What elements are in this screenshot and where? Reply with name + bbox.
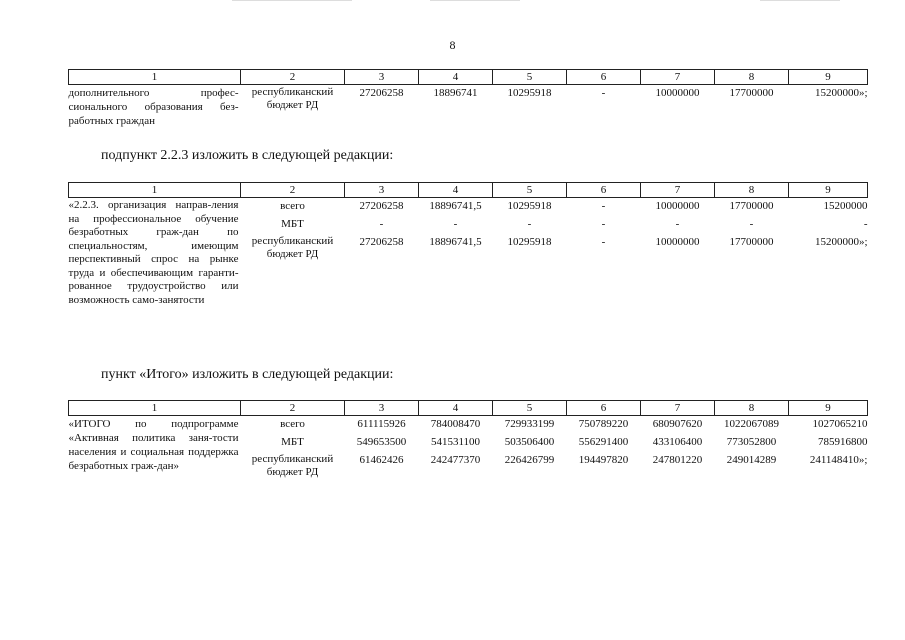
instruction-paragraph: пункт «Итого» изложить в следующей редакции: [101,367,394,382]
row-description: «2.2.3. организация направ-ления на профессиональное обучение безработных граж-дан по специальностям, имеющим перспективный спрос на рынке труда и обеспечивающим гаранти-рованное трудоустройство или возможность само-занятости [68,199,239,306]
funding-source: республиканский бюджет РД [251,235,334,260]
value: - [379,218,384,230]
value: 18896741,5 [429,200,482,212]
col-header: 9 [789,70,868,85]
value: 194497820 [578,454,629,466]
value: 750789220 [578,418,629,430]
value: 785916800 [818,436,868,448]
value: 27206258 [359,236,404,248]
col-header: 4 [419,401,493,416]
header-row [69,70,868,85]
table-vocational-education [68,69,868,128]
col-header: 2 [241,183,345,198]
value: 17700000 [729,236,774,248]
value: 17700000 [729,87,774,99]
funding-source: всего [280,418,305,430]
value-cell [493,85,567,129]
col-header: 9 [789,183,868,198]
col-header: 2 [241,70,345,85]
col-header: 4 [419,70,493,85]
value: 556291400 [578,436,629,448]
col-header: 5 [493,183,567,198]
value: 15200000»; [814,87,868,99]
value-cell [419,85,493,129]
value-cell [493,198,567,308]
col-header: 8 [715,70,789,85]
value: 10295918 [507,236,552,248]
value: - [527,218,532,230]
funding-source-cell [241,198,345,308]
col-header: 8 [715,183,789,198]
col-header: 4 [419,183,493,198]
value: - [601,87,606,99]
col-header: 1 [69,401,241,416]
col-header: 7 [641,401,715,416]
value: 433106400 [652,436,703,448]
value-cell [419,416,493,480]
value-cell [419,198,493,308]
value-cell [715,416,789,480]
value: 241148410»; [809,454,868,466]
value-cell [345,416,419,480]
value: - [863,218,868,230]
value: 15200000»; [814,236,868,248]
value-cell [715,85,789,129]
value: 10000000 [655,236,700,248]
header-row [69,183,868,198]
page-number: 8 [449,38,456,52]
value: 226426799 [504,454,555,466]
table-row [69,416,868,480]
funding-source: всего [280,200,305,212]
value: - [749,218,754,230]
col-header: 3 [345,401,419,416]
value: 503506400 [504,436,555,448]
scan-edge-line [760,0,840,1]
value-cell [567,85,641,129]
funding-source: республиканский бюджет РД [251,453,334,478]
col-header: 6 [567,401,641,416]
value: 18896741,5 [429,236,482,248]
value-cell [567,198,641,308]
value: - [601,218,606,230]
value-cell [345,85,419,129]
col-header: 6 [567,70,641,85]
instruction-paragraph: подпункт 2.2.3 изложить в следующей редакции: [101,148,394,163]
value: 1022067089 [724,418,779,430]
value-cell [567,416,641,480]
funding-source-cell [241,416,345,480]
col-header: 7 [641,183,715,198]
value: 10295918 [507,200,552,212]
value: - [675,218,680,230]
value: 729933199 [504,418,555,430]
value: 27206258 [359,200,404,212]
col-header: 6 [567,183,641,198]
funding-source-cell [241,85,345,129]
col-header: 7 [641,70,715,85]
table-row [69,85,868,129]
col-header: 1 [69,183,241,198]
value: 541531100 [430,436,481,448]
value-cell [345,198,419,308]
value-cell [789,416,868,480]
value-cell [641,198,715,308]
funding-source: МБТ [281,436,304,448]
table-subitem-2-2-3 [68,182,868,307]
value: 15200000 [823,200,868,212]
value: 10000000 [655,87,700,99]
col-header: 3 [345,70,419,85]
value-cell [789,85,868,129]
col-header: 3 [345,183,419,198]
col-header: 9 [789,401,868,416]
value: 17700000 [729,200,774,212]
col-header: 5 [493,70,567,85]
value: 773052800 [726,436,777,448]
row-description: «ИТОГО по подпрограмме «Активная политика заня-тости населения и социальная поддержка безработных граж-дан» [68,418,239,472]
table-total [68,400,868,479]
col-header: 1 [69,70,241,85]
value: 549653500 [356,436,407,448]
col-header: 8 [715,401,789,416]
col-header: 5 [493,401,567,416]
value: - [453,218,458,230]
table-row [69,198,868,308]
scan-edge-line [430,0,520,1]
funding-source: МБТ [281,218,304,230]
scan-edge-line [232,0,352,1]
value: 249014289 [726,454,777,466]
value: - [601,236,606,248]
value-cell [641,416,715,480]
value-cell [789,198,868,308]
value: 784008470 [430,418,481,430]
value: 18896741 [433,87,478,99]
value: 27206258 [359,87,404,99]
value-cell [715,198,789,308]
header-row [69,401,868,416]
value: 61462426 [359,454,404,466]
value: 10295918 [507,87,552,99]
value-cell [493,416,567,480]
value-cell [641,85,715,129]
col-header: 2 [241,401,345,416]
value: 242477370 [430,454,481,466]
value: 1027065210 [812,418,868,430]
value: 611115926 [357,418,406,430]
row-description: дополнительного профес-сионального образования без-работных граждан [68,87,239,127]
funding-source: республиканский бюджет РД [251,86,334,111]
value: 247801220 [652,454,703,466]
value: 680907620 [652,418,703,430]
value: 10000000 [655,200,700,212]
value: - [601,200,606,212]
